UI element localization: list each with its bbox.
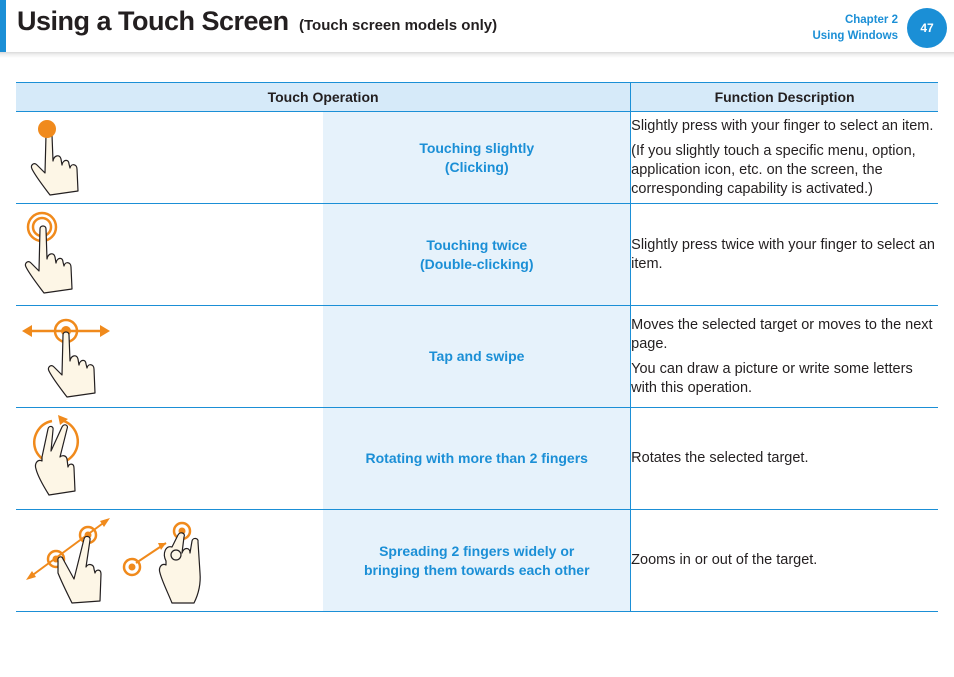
header-divider	[0, 52, 954, 58]
gesture-illustration-cell	[16, 204, 323, 306]
operation-name-line: bringing them towards each other	[363, 561, 590, 578]
table-row	[16, 306, 938, 408]
chapter-info	[812, 12, 898, 44]
gesture-illustration-cell	[16, 408, 323, 510]
description-cell	[631, 112, 938, 204]
page-subtitle: (Touch screen models only)	[299, 17, 498, 34]
table-row	[16, 510, 938, 612]
description-cell	[631, 510, 938, 612]
table-header-row	[16, 83, 938, 112]
description-text: (If you slightly touch a specific menu, option, application icon, etc. on the screen, the corresponding capability is activated.)	[631, 142, 916, 197]
description-text: Slightly press with your finger to select an item.	[631, 117, 934, 134]
description-cell	[631, 306, 938, 408]
operation-name-line: Touching slightly	[419, 139, 535, 156]
operation-name-cell	[323, 510, 630, 612]
description-cell	[631, 408, 938, 510]
operation-name-cell	[323, 408, 630, 510]
operation-name-line: Touching twice	[426, 236, 528, 253]
operation-name-line: Rotating with more than 2 fingers	[365, 450, 588, 466]
gesture-illustration-cell	[16, 306, 323, 408]
operation-name-line: (Clicking)	[444, 158, 509, 175]
table-row	[16, 204, 938, 306]
pinch-spread-hands-icon	[16, 511, 216, 605]
section-label: Using Windows	[812, 30, 898, 42]
page-header	[17, 6, 497, 37]
operation-name-cell	[323, 306, 630, 408]
chapter-label: Chapter 2	[844, 14, 898, 26]
title-accent-bar	[0, 0, 6, 52]
operation-name-cell	[323, 112, 630, 204]
table-row	[16, 408, 938, 510]
operation-name-line: Spreading 2 fingers widely or	[379, 542, 575, 559]
column-header-touch-operation: Touch Operation	[16, 83, 631, 112]
operation-name-line: (Double-clicking)	[419, 255, 534, 272]
description-text: Moves the selected target or moves to the next page.	[631, 316, 933, 352]
gesture-illustration-cell	[16, 112, 323, 204]
page-title: Using a Touch Screen	[17, 6, 289, 36]
description-text: Zooms in or out of the target.	[631, 552, 818, 568]
description-cell	[631, 204, 938, 306]
description-text: Rotates the selected target.	[631, 450, 809, 466]
table-row	[16, 112, 938, 204]
operation-name-cell	[323, 204, 630, 306]
tap-swipe-hand-icon	[16, 309, 116, 399]
operation-name-line: Tap and swipe	[429, 348, 525, 364]
touch-operations-table	[16, 82, 938, 612]
single-tap-hand-icon	[16, 113, 96, 197]
page-number-badge: 47	[907, 8, 947, 48]
column-header-function-description: Function Description	[631, 83, 938, 112]
description-text: Slightly press twice with your finger to select an item.	[631, 236, 935, 272]
rotate-hand-icon	[16, 411, 96, 501]
description-text: You can draw a picture or write some letters with this operation.	[631, 360, 913, 396]
double-tap-hand-icon	[16, 207, 96, 297]
gesture-illustration-cell	[16, 510, 323, 612]
